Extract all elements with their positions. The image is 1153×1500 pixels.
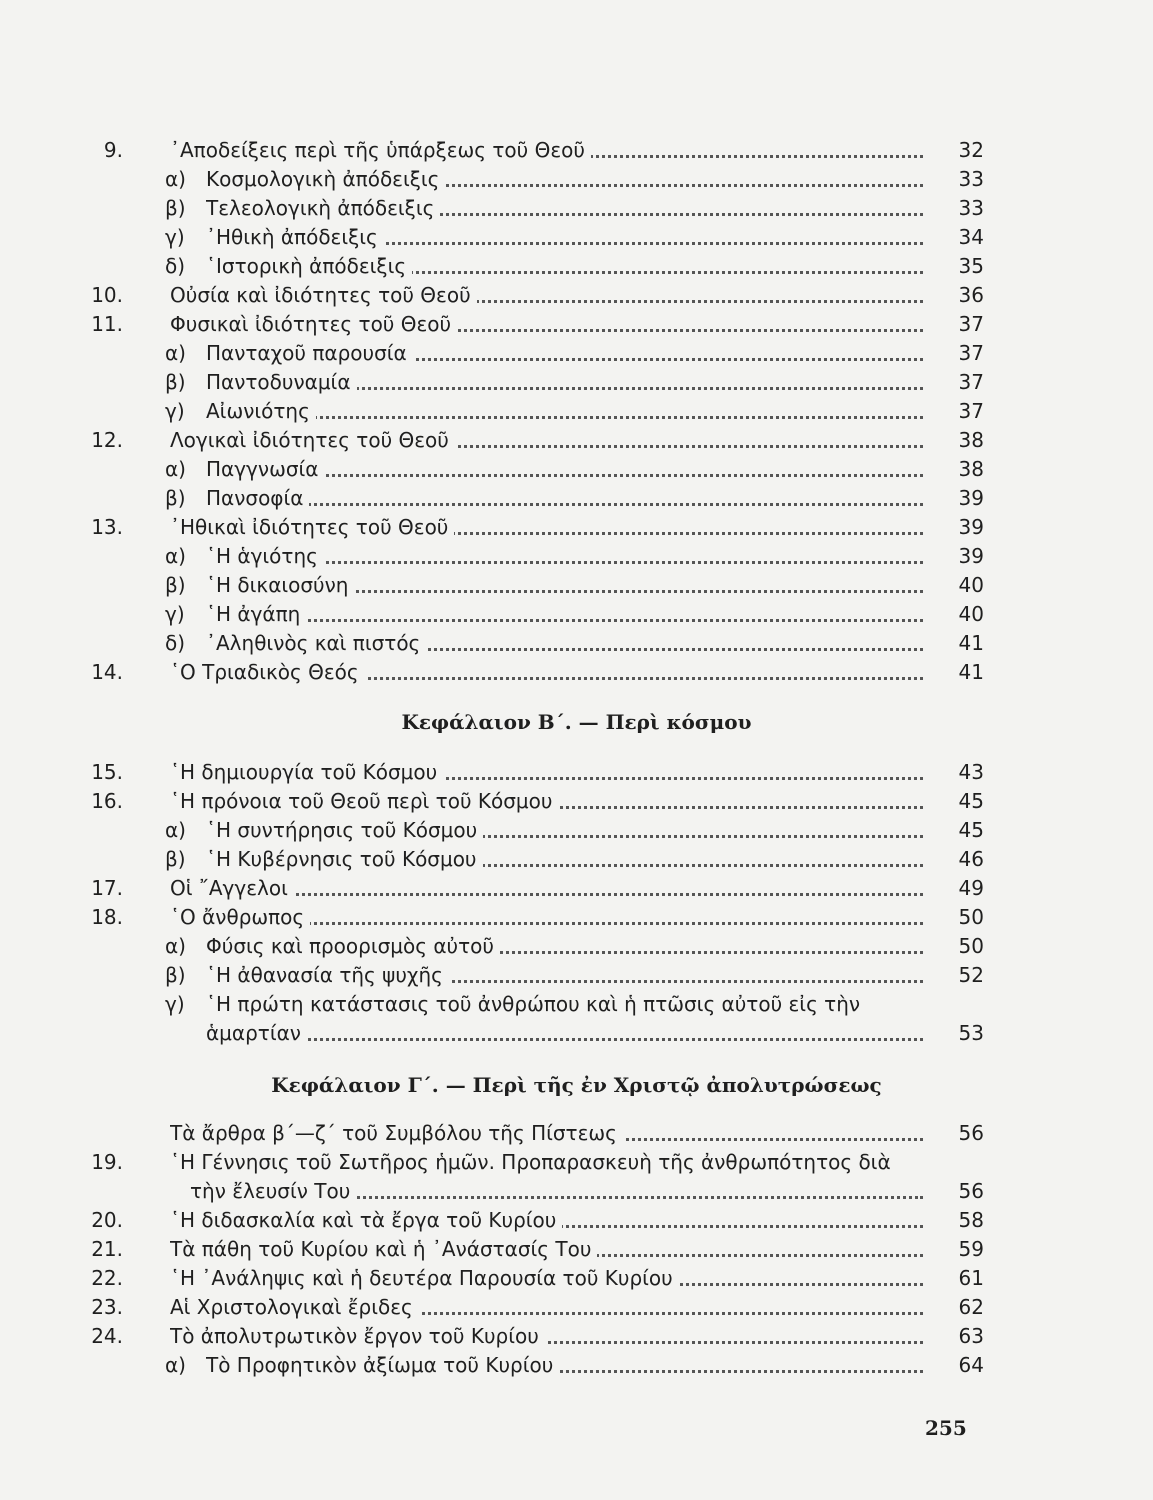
entry-page-number: 37 — [958, 399, 984, 423]
page-number: 255 — [925, 1416, 967, 1440]
toc-entry — [0, 512, 1153, 542]
entry-title — [170, 309, 923, 339]
toc-entry — [0, 1176, 1153, 1206]
entry-title — [170, 512, 923, 542]
entry-page-number: 41 — [958, 660, 984, 684]
entry-page-number: 33 — [958, 167, 984, 191]
entry-page-number: 64 — [958, 1353, 984, 1377]
subentry-letter: α) — [165, 457, 186, 481]
entry-title-text: Τὰ πάθη τοῦ Κυρίου καὶ ἡ ᾿Ανάστασίς Του — [170, 1237, 597, 1261]
toc-entry — [0, 902, 1153, 932]
entry-number: 18. — [91, 905, 123, 929]
entry-title-text: Λογικαὶ ἰδιότητες τοῦ Θεοῦ — [170, 428, 455, 452]
entry-title — [170, 873, 923, 903]
subentry-letter: β) — [165, 573, 186, 597]
entry-page-number: 36 — [958, 283, 984, 307]
toc-entry — [0, 628, 1153, 658]
entry-title-text: Τὸ Προφητικὸν ἀξίωμα τοῦ Κυρίου — [206, 1353, 559, 1377]
entry-page-number: 63 — [958, 1324, 984, 1348]
toc-entry — [0, 222, 1153, 252]
entry-title — [170, 902, 923, 932]
subentry-letter: β) — [165, 847, 186, 871]
entry-title — [206, 815, 923, 845]
entry-title-text: ῾Ο ἄνθρωπος — [170, 905, 310, 929]
entry-number: 11. — [91, 312, 123, 336]
entry-number: 15. — [91, 760, 123, 784]
entry-title-text: Οὐσία καὶ ἰδιότητες τοῦ Θεοῦ — [170, 283, 477, 307]
entry-title — [190, 1176, 923, 1206]
entry-title — [206, 1018, 923, 1048]
entry-page-number: 52 — [958, 963, 984, 987]
entry-title — [170, 1205, 923, 1235]
entry-title-text: Τὸ ἀπολυτρωτικὸν ἔργον τοῦ Κυρίου — [170, 1324, 545, 1348]
toc-entry — [0, 454, 1153, 484]
toc-entry — [0, 280, 1153, 310]
toc-entry — [0, 338, 1153, 368]
entry-number: 24. — [91, 1324, 123, 1348]
entry-title — [206, 628, 923, 658]
entry-title — [206, 367, 923, 397]
toc-entry — [0, 1350, 1153, 1380]
entry-title — [206, 541, 923, 571]
entry-number: 12. — [91, 428, 123, 452]
entry-title-text: ῾Η διδασκαλία καὶ τὰ ἔργα τοῦ Κυρίου — [170, 1208, 562, 1232]
toc-entry — [0, 1147, 1153, 1177]
entry-title-text: ῾Η δικαιοσύνη — [206, 573, 354, 597]
entry-page-number: 59 — [958, 1237, 984, 1261]
subentry-letter: α) — [165, 818, 186, 842]
toc-entry — [0, 367, 1153, 397]
entry-title — [206, 251, 923, 281]
entry-page-number: 37 — [958, 341, 984, 365]
entry-title-text: ᾿Ηθικὴ ἀπόδειξις — [206, 225, 384, 249]
entry-title-text: Αἰωνιότης — [206, 399, 316, 423]
toc-entry — [0, 599, 1153, 629]
entry-title-text: ῾Ο Τριαδικὸς Θεός — [170, 660, 365, 684]
entry-title — [206, 396, 923, 426]
toc-entry — [0, 164, 1153, 194]
subentry-letter: α) — [165, 544, 186, 568]
entry-title — [170, 1292, 923, 1322]
toc-entry — [0, 657, 1153, 687]
entry-number: 17. — [91, 876, 123, 900]
entry-page-number: 58 — [958, 1208, 984, 1232]
entry-title — [206, 338, 923, 368]
entry-title — [170, 657, 923, 687]
entry-title-text: ῾Η ἀθανασία τῆς ψυχῆς — [206, 963, 449, 987]
subentry-letter: β) — [165, 370, 186, 394]
entry-page-number: 40 — [958, 602, 984, 626]
toc-entry — [0, 1234, 1153, 1264]
entry-page-number: 38 — [958, 457, 984, 481]
entry-number: 16. — [91, 789, 123, 813]
toc-entry — [0, 309, 1153, 339]
entry-title — [170, 1263, 923, 1293]
entry-title — [170, 1147, 923, 1177]
entry-page-number: 49 — [958, 876, 984, 900]
entry-title-text: Πανταχοῦ παρουσία — [206, 341, 413, 365]
toc-entry — [0, 483, 1153, 513]
subentry-letter: γ) — [165, 225, 185, 249]
entry-page-number: 40 — [958, 573, 984, 597]
entry-title-text: Αἱ Χριστολογικαὶ ἔριδες — [170, 1295, 419, 1319]
entry-title — [206, 844, 923, 874]
toc-entry — [0, 1205, 1153, 1235]
entry-title — [206, 193, 923, 223]
toc-entry — [0, 786, 1153, 816]
entry-title — [170, 135, 923, 165]
entry-page-number: 56 — [958, 1179, 984, 1203]
entry-page-number: 61 — [958, 1266, 984, 1290]
entry-title — [170, 1321, 923, 1351]
entry-page-number: 39 — [958, 486, 984, 510]
entry-title-text: Φύσις καὶ προορισμὸς αὐτοῦ — [206, 934, 500, 958]
toc-entry — [0, 425, 1153, 455]
entry-title-text: Φυσικαὶ ἰδιότητες τοῦ Θεοῦ — [170, 312, 457, 336]
entry-page-number: 45 — [958, 818, 984, 842]
entry-title-text: ῾Η ἀγάπη — [206, 602, 306, 626]
entry-number: 23. — [91, 1295, 123, 1319]
entry-number: 19. — [91, 1150, 123, 1174]
toc-entry — [0, 135, 1153, 165]
toc-entry — [0, 1018, 1153, 1048]
entry-title-text: ἁμαρτίαν — [206, 1021, 307, 1045]
entry-title-text: ῾Η ᾿Ανάληψις καὶ ἡ δευτέρα Παρουσία τοῦ Κυρίου — [170, 1266, 679, 1290]
entry-title-text: ῾Η Κυβέρνησις τοῦ Κόσμου — [206, 847, 483, 871]
toc-entry — [0, 396, 1153, 426]
entry-title-text: ῾Ιστορικὴ ἀπόδειξις — [206, 254, 412, 278]
toc-entry — [0, 1118, 1153, 1148]
entry-title — [170, 280, 923, 310]
toc-entry — [0, 193, 1153, 223]
entry-page-number: 53 — [958, 1021, 984, 1045]
entry-page-number: 46 — [958, 847, 984, 871]
entry-page-number: 62 — [958, 1295, 984, 1319]
entry-number: 21. — [91, 1237, 123, 1261]
entry-title — [206, 454, 923, 484]
entry-title — [170, 425, 923, 455]
entry-page-number: 38 — [958, 428, 984, 452]
entry-title-text: ῾Η πρόνοια τοῦ Θεοῦ περὶ τοῦ Κόσμου — [170, 789, 558, 813]
entry-number: 13. — [91, 515, 123, 539]
subentry-letter: α) — [165, 1353, 186, 1377]
entry-title-text: ῾Η πρώτη κατάστασις τοῦ ἀνθρώπου καὶ ἡ πτῶσις αὐτοῦ εἰς τὴν — [206, 992, 866, 1016]
entry-title-text: Παγγνωσία — [206, 457, 324, 481]
entry-page-number: 45 — [958, 789, 984, 813]
toc-entry — [0, 989, 1153, 1019]
entry-title-text: ῾Η ἁγιότης — [206, 544, 324, 568]
entry-title-text: ᾿Αποδείξεις περὶ τῆς ὑπάρξεως τοῦ Θεοῦ — [170, 138, 591, 162]
entry-title — [170, 757, 923, 787]
entry-page-number: 35 — [958, 254, 984, 278]
toc-entry — [0, 960, 1153, 990]
entry-page-number: 32 — [958, 138, 984, 162]
entry-page-number: 34 — [958, 225, 984, 249]
subentry-letter: β) — [165, 196, 186, 220]
subentry-letter: α) — [165, 167, 186, 191]
entry-title — [170, 1234, 923, 1264]
chapter-heading: Κεφάλαιον Β΄. — Περὶ κόσμου — [401, 710, 752, 734]
entry-title-text: τὴν ἔλευσίν Του — [190, 1179, 356, 1203]
entry-page-number: 50 — [958, 934, 984, 958]
chapter-heading: Κεφάλαιον Γ΄. — Περὶ τῆς ἐν Χριστῷ ἀπολυτρώσεως — [271, 1073, 882, 1097]
entry-title — [206, 931, 923, 961]
entry-title-text: Τελεολογικὴ ἀπόδειξις — [206, 196, 440, 220]
entry-page-number: 43 — [958, 760, 984, 784]
toc-entry — [0, 931, 1153, 961]
subentry-letter: γ) — [165, 602, 185, 626]
toc-entry — [0, 570, 1153, 600]
entry-number: 14. — [91, 660, 123, 684]
entry-title — [206, 599, 923, 629]
entry-title-text: Τὰ ἄρθρα β΄—ζ΄ τοῦ Συμβόλου τῆς Πίστεως — [170, 1121, 623, 1145]
entry-title-text: ῾Η συντήρησις τοῦ Κόσμου — [206, 818, 483, 842]
entry-page-number: 39 — [958, 544, 984, 568]
entry-title — [170, 786, 923, 816]
entry-title-text: Παντοδυναμία — [206, 370, 357, 394]
entry-title-text: Κοσμολογικὴ ἀπόδειξις — [206, 167, 445, 191]
entry-title — [206, 960, 923, 990]
entry-page-number: 50 — [958, 905, 984, 929]
toc-entry — [0, 541, 1153, 571]
toc-entry — [0, 1292, 1153, 1322]
entry-title — [206, 222, 923, 252]
toc-entry — [0, 815, 1153, 845]
entry-title — [170, 1118, 923, 1148]
entry-title-text: ῾Η Γέννησις τοῦ Σωτῆρος ἡμῶν. Προπαρασκευὴ τῆς ἀνθρωπότητος διὰ — [170, 1150, 897, 1174]
toc-entry — [0, 1263, 1153, 1293]
entry-page-number: 33 — [958, 196, 984, 220]
subentry-letter: β) — [165, 486, 186, 510]
subentry-letter: β) — [165, 963, 186, 987]
entry-page-number: 37 — [958, 312, 984, 336]
entry-title — [206, 989, 923, 1019]
subentry-letter: δ) — [165, 631, 186, 655]
toc-entry — [0, 1321, 1153, 1351]
subentry-letter: α) — [165, 934, 186, 958]
entry-number: 22. — [91, 1266, 123, 1290]
subentry-letter: γ) — [165, 992, 185, 1016]
entry-number: 10. — [91, 283, 123, 307]
toc-entry — [0, 757, 1153, 787]
entry-page-number: 39 — [958, 515, 984, 539]
toc-entry — [0, 251, 1153, 281]
entry-title-text: ᾿Αληθινὸς καὶ πιστός — [206, 631, 426, 655]
entry-page-number: 56 — [958, 1121, 984, 1145]
entry-title-text: ῾Η δημιουργία τοῦ Κόσμου — [170, 760, 443, 784]
entry-number: 9. — [103, 138, 123, 162]
entry-title — [206, 483, 923, 513]
entry-page-number: 41 — [958, 631, 984, 655]
entry-title-text: ᾿Ηθικαὶ ἰδιότητες τοῦ Θεοῦ — [170, 515, 454, 539]
subentry-letter: δ) — [165, 254, 186, 278]
entry-title — [206, 164, 923, 194]
entry-title-text: Πανσοφία — [206, 486, 309, 510]
entry-title — [206, 1350, 923, 1380]
entry-title — [206, 570, 923, 600]
entry-number: 20. — [91, 1208, 123, 1232]
subentry-letter: γ) — [165, 399, 185, 423]
toc-entry — [0, 873, 1153, 903]
entry-page-number: 37 — [958, 370, 984, 394]
entry-title-text: Οἱ ῎Αγγελοι — [170, 876, 294, 900]
subentry-letter: α) — [165, 341, 186, 365]
toc-entry — [0, 844, 1153, 874]
